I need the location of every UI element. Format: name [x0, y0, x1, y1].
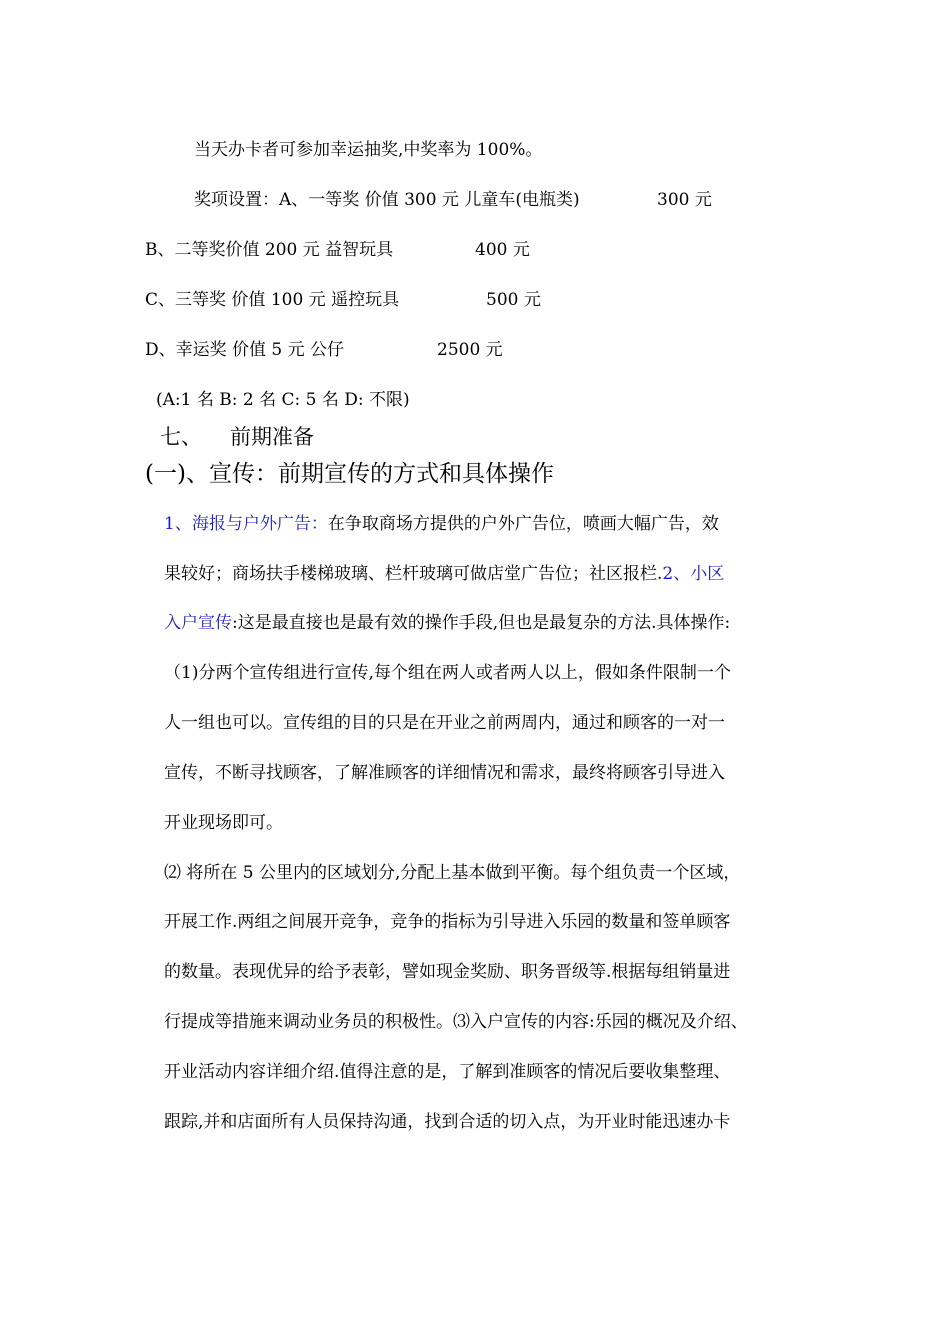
paragraph-line — [164, 562, 724, 586]
paragraph-line: 开业活动内容详细介绍.值得注意的是，了解到准顾客的情况后要收集整理、 — [164, 1062, 731, 1082]
paragraph-line — [164, 512, 719, 536]
paragraph-line: 行提成等措施来调动业务员的积极性。⑶入户宣传的内容:乐园的概况及介绍、 — [164, 1012, 748, 1032]
section-7-title: 前期准备 — [230, 425, 314, 449]
section-7-heading — [160, 423, 314, 451]
prize-a-qty: 300 元 — [657, 190, 712, 210]
highlight-text: 入户宣传 — [164, 613, 232, 633]
paragraph-line — [164, 611, 730, 635]
prize-a-label: 奖项设置：A、一等奖 价值 300 元 儿童车(电瓶类) — [194, 190, 580, 210]
prize-b-qty: 400 元 — [475, 240, 530, 260]
highlight-text: 1、海报与户外广告： — [164, 514, 328, 534]
prize-c-qty: 500 元 — [486, 290, 541, 310]
paragraph-text: :这是最直接也是最有效的操作手段,但也是最复杂的方法.具体操作: — [232, 613, 731, 633]
prize-d-label: D、幸运奖 价值 5 元 公仔 — [145, 340, 345, 360]
paragraph-text: 在争取商场方提供的户外广告位，喷画大幅广告，效 — [327, 514, 719, 534]
prize-intro: 当天办卡者可参加幸运抽奖,中奖率为 100%。 — [194, 140, 543, 160]
prize-b-label: B、二等奖价值 200 元 益智玩具 — [145, 240, 394, 260]
prize-d-qty: 2500 元 — [437, 340, 503, 360]
paragraph-line: ⑵ 将所在 5 公里内的区域划分,分配上基本做到平衡。每个组负责一个区域， — [164, 863, 741, 883]
prize-setting-line — [194, 188, 580, 212]
paragraph-line: 跟踪,并和店面所有人员保持沟通，找到合适的切入点，为开业时能迅速办卡 — [164, 1112, 731, 1132]
section-7-number: 七、 — [160, 425, 202, 449]
paragraph-line: 宣传，不断寻找顾客，了解准顾客的详细情况和需求，最终将顾客引导进入 — [164, 763, 725, 783]
paragraph-line: 的数量。表现优异的给予表彰，譬如现金奖励、职务晋级等.根据每组销量进 — [164, 962, 731, 982]
paragraph-text: 果较好；商场扶手楼梯玻璃、栏杆玻璃可做店堂广告位；社区报栏. — [164, 564, 663, 584]
subsection-1-heading: (一)、宣传：前期宣传的方式和具体操作 — [145, 461, 554, 487]
highlight-text: 2、小区 — [662, 564, 725, 584]
paragraph-line: （1)分两个宣传组进行宣传,每个组在两人或者两人以上，假如条件限制一个 — [164, 663, 731, 683]
paragraph-line: 开业现场即可。 — [164, 813, 283, 833]
prize-c-label: C、三等奖 价值 100 元 遥控玩具 — [145, 290, 400, 310]
prize-quota: (A:1 名 B: 2 名 C: 5 名 D: 不限) — [156, 390, 410, 410]
paragraph-line: 人一组也可以。宣传组的目的只是在开业之前两周内，通过和顾客的一对一 — [164, 713, 725, 733]
paragraph-line: 开展工作.两组之间展开竞争，竞争的指标为引导进入乐园的数量和签单顾客 — [164, 912, 731, 932]
